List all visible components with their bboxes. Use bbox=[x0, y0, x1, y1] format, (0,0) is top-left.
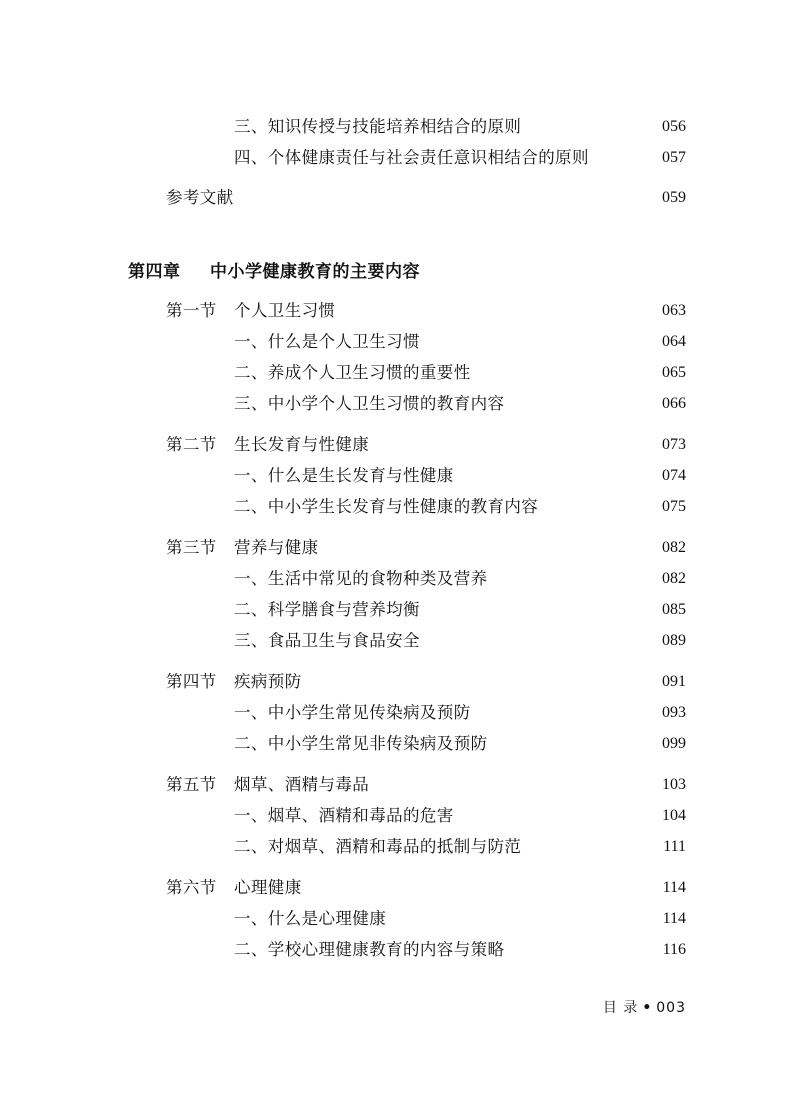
toc-item-label: 一、生活中常见的食物种类及营养 bbox=[234, 569, 488, 588]
toc-item-label: 三、知识传授与技能培养相结合的原则 bbox=[234, 117, 522, 136]
section-page: 082 bbox=[662, 539, 686, 556]
toc-item-page: 066 bbox=[662, 395, 686, 412]
toc-item-page: 089 bbox=[662, 632, 686, 649]
toc-item-page: 064 bbox=[662, 333, 686, 350]
section-number: 第三节 bbox=[166, 538, 217, 557]
toc-item-label: 二、科学膳食与营养均衡 bbox=[234, 600, 420, 619]
section-title: 疾病预防 bbox=[234, 672, 302, 691]
toc-references-page: 059 bbox=[662, 189, 686, 206]
section-page: 073 bbox=[662, 436, 686, 453]
toc-item-page: 056 bbox=[662, 118, 686, 135]
toc-item-label: 二、中小学生长发育与性健康的教育内容 bbox=[234, 497, 539, 516]
section-title: 营养与健康 bbox=[234, 538, 319, 557]
toc-item-label: 二、对烟草、酒精和毒品的抵制与防范 bbox=[234, 837, 522, 856]
section-number: 第四节 bbox=[166, 672, 217, 691]
page-footer bbox=[603, 997, 686, 1017]
toc-item-label: 二、中小学生常见非传染病及预防 bbox=[234, 734, 488, 753]
toc-item-page: 065 bbox=[662, 364, 686, 381]
toc-item-label: 一、什么是生长发育与性健康 bbox=[234, 466, 454, 485]
toc-item-label: 一、什么是个人卫生习惯 bbox=[234, 332, 420, 351]
chapter-title: 中小学健康教育的主要内容 bbox=[210, 262, 420, 282]
section-number: 第五节 bbox=[166, 775, 217, 794]
section-number: 第一节 bbox=[166, 301, 217, 320]
section-page: 091 bbox=[662, 673, 686, 690]
footer-section-label: 目 录 bbox=[602, 1000, 639, 1016]
section-page: 103 bbox=[662, 776, 686, 793]
section-title: 心理健康 bbox=[234, 878, 302, 897]
toc-item-page: 074 bbox=[662, 467, 686, 484]
section-page: 063 bbox=[662, 302, 686, 319]
section-number: 第六节 bbox=[166, 878, 217, 897]
chapter-number: 第四章 bbox=[128, 262, 181, 282]
toc-item-label: 一、什么是心理健康 bbox=[234, 909, 387, 928]
section-title: 个人卫生习惯 bbox=[234, 301, 336, 320]
toc-item-label: 三、中小学个人卫生习惯的教育内容 bbox=[234, 394, 505, 413]
toc-item-page: 075 bbox=[662, 498, 686, 515]
toc-item-label: 一、中小学生常见传染病及预防 bbox=[234, 703, 471, 722]
toc-item-label: 四、个体健康责任与社会责任意识相结合的原则 bbox=[234, 148, 589, 167]
section-number: 第二节 bbox=[166, 435, 217, 454]
toc-item-page: 085 bbox=[662, 601, 686, 618]
toc-item-page: 114 bbox=[662, 910, 686, 927]
section-page: 114 bbox=[662, 879, 686, 896]
toc-item-page: 082 bbox=[662, 570, 686, 587]
section-title: 烟草、酒精与毒品 bbox=[234, 775, 370, 794]
toc-item-page: 104 bbox=[662, 807, 686, 824]
toc-item-page-row bbox=[0, 145, 790, 171]
toc-item-page: 111 bbox=[663, 838, 686, 855]
toc-item-label: 一、烟草、酒精和毒品的危害 bbox=[234, 806, 454, 825]
toc-item-page: 057 bbox=[662, 149, 686, 166]
section-title: 生长发育与性健康 bbox=[234, 435, 370, 454]
toc-item-page: 099 bbox=[662, 735, 686, 752]
toc-references-page-row bbox=[0, 185, 790, 211]
toc-item-page-row bbox=[0, 114, 790, 140]
toc-references-label: 参考文献 bbox=[166, 188, 234, 207]
chapter-heading[interactable] bbox=[128, 259, 628, 285]
footer-page-number: 003 bbox=[656, 1000, 686, 1016]
footer-separator: • bbox=[642, 1000, 653, 1016]
toc-item-label: 二、养成个人卫生习惯的重要性 bbox=[234, 363, 471, 382]
toc-item-page: 093 bbox=[662, 704, 686, 721]
toc-item-page: 116 bbox=[662, 941, 686, 958]
toc-item-label: 三、食品卫生与食品安全 bbox=[234, 631, 420, 650]
toc-item-label: 二、学校心理健康教育的内容与策略 bbox=[234, 940, 505, 959]
